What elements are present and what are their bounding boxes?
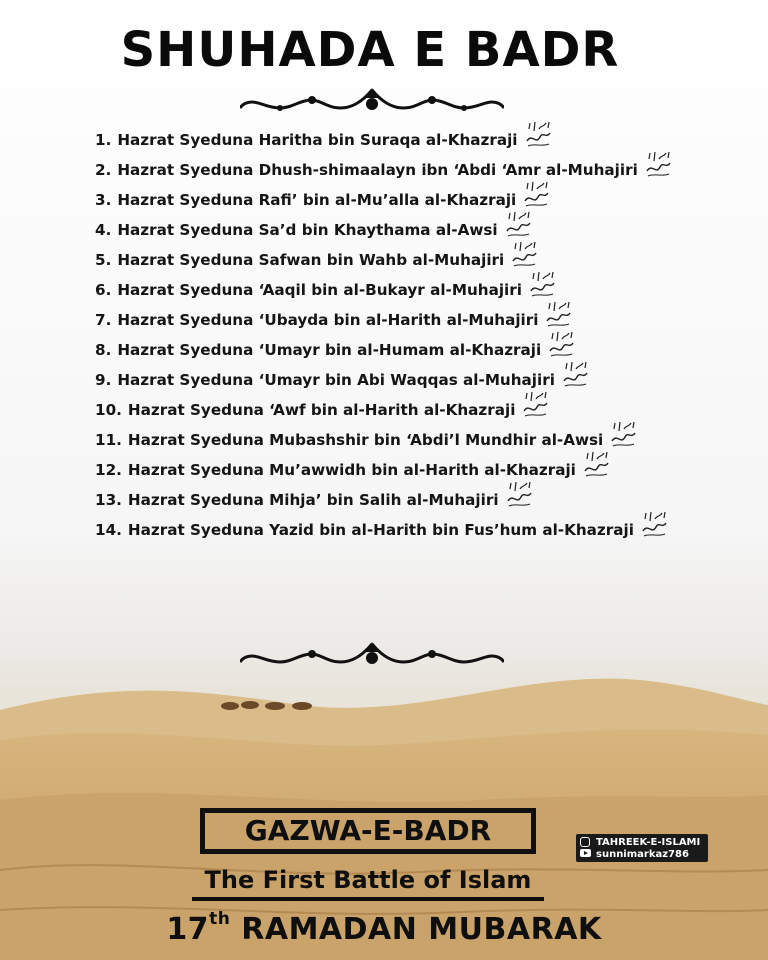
list-item-name: Hazrat Syeduna ‘Umayr bin Abi Waqqas al-Muhajiri	[117, 371, 555, 389]
footer-text: RAMADAN MUBARAK	[241, 912, 602, 947]
list-item	[95, 275, 755, 305]
footer-suffix: th	[209, 909, 231, 929]
list-item-number: 6.	[95, 281, 112, 299]
list-item-name: Hazrat Syeduna ‘Ubayda bin al-Harith al-Muhajiri	[117, 311, 539, 329]
footer-greeting	[0, 909, 768, 947]
list-item	[95, 425, 755, 455]
list-item-number: 9.	[95, 371, 112, 389]
instagram-icon	[580, 837, 590, 847]
youtube-icon	[580, 849, 591, 857]
list-item-name: Hazrat Syeduna Sa’d bin Khaythama al-Awsi	[117, 221, 498, 239]
list-item-name: Hazrat Syeduna Yazid bin al-Harith bin Fus’hum al-Khazraji	[127, 521, 634, 539]
page-title: SHUHADA E BADR	[120, 22, 620, 78]
list-item	[95, 365, 755, 395]
list-item-number: 10.	[95, 401, 122, 419]
list-item-number: 7.	[95, 311, 112, 329]
event-subtitle: The First Battle of Islam	[204, 866, 532, 894]
social-line-2: sunnimarkaz786	[596, 849, 689, 860]
list-item-number: 14.	[95, 521, 122, 539]
list-item	[95, 215, 755, 245]
radiallahu-anhu-calligraphy-icon	[561, 359, 589, 389]
list-item	[95, 155, 755, 185]
list-item-number: 8.	[95, 341, 112, 359]
list-item	[95, 335, 755, 365]
list-item-number: 5.	[95, 251, 112, 269]
radiallahu-anhu-calligraphy-icon	[644, 149, 672, 179]
radiallahu-anhu-calligraphy-icon	[582, 449, 610, 479]
martyrs-list	[95, 125, 755, 545]
list-item-name: Hazrat Syeduna ‘Aaqil bin al-Bukayr al-Muhajiri	[117, 281, 522, 299]
list-item	[95, 395, 755, 425]
list-item	[95, 185, 755, 215]
list-item-number: 11.	[95, 431, 122, 449]
radiallahu-anhu-calligraphy-icon	[521, 389, 549, 419]
radiallahu-anhu-calligraphy-icon	[547, 329, 575, 359]
radiallahu-anhu-calligraphy-icon	[640, 509, 668, 539]
list-item-name: Hazrat Syeduna ‘Awf bin al-Harith al-Khazraji	[127, 401, 516, 419]
list-item-name: Hazrat Syeduna Mubashshir bin ‘Abdi’l Mundhir al-Awsi	[127, 431, 604, 449]
radiallahu-anhu-calligraphy-icon	[505, 479, 533, 509]
list-item-name: Hazrat Syeduna Mihja’ bin Salih al-Muhajiri	[127, 491, 499, 509]
radiallahu-anhu-calligraphy-icon	[609, 419, 637, 449]
radiallahu-anhu-calligraphy-icon	[528, 269, 556, 299]
list-item-name: Hazrat Syeduna ‘Umayr bin al-Humam al-Khazraji	[117, 341, 542, 359]
list-item-name: Hazrat Syeduna Rafi’ bin al-Mu’alla al-Khazraji	[117, 191, 517, 209]
radiallahu-anhu-calligraphy-icon	[510, 239, 538, 269]
footer-day: 17	[166, 912, 210, 947]
list-item	[95, 515, 755, 545]
list-item-number: 1.	[95, 131, 112, 149]
list-item-number: 4.	[95, 221, 112, 239]
event-title-box: GAZWA-E-BADR	[200, 808, 536, 854]
top-ornament-divider	[240, 86, 504, 116]
list-item-number: 3.	[95, 191, 112, 209]
radiallahu-anhu-calligraphy-icon	[524, 119, 552, 149]
list-item-number: 12.	[95, 461, 122, 479]
list-item	[95, 305, 755, 335]
list-item-number: 2.	[95, 161, 112, 179]
radiallahu-anhu-calligraphy-icon	[544, 299, 572, 329]
list-item-name: Hazrat Syeduna Haritha bin Suraqa al-Khazraji	[117, 131, 518, 149]
radiallahu-anhu-calligraphy-icon	[522, 179, 550, 209]
radiallahu-anhu-calligraphy-icon	[504, 209, 532, 239]
list-item-name: Hazrat Syeduna Dhush-shimaalayn ibn ‘Abdi ‘Amr al-Muhajiri	[117, 161, 638, 179]
list-item-name: Hazrat Syeduna Safwan bin Wahb al-Muhajiri	[117, 251, 505, 269]
list-item	[95, 455, 755, 485]
social-handle-badge	[576, 834, 708, 862]
subtitle-divider	[192, 897, 544, 901]
social-line-1: TAHREEK-E-ISLAMI	[596, 837, 701, 848]
list-item-number: 13.	[95, 491, 122, 509]
list-item	[95, 245, 755, 275]
list-item-name: Hazrat Syeduna Mu’awwidh bin al-Harith al-Khazraji	[127, 461, 576, 479]
